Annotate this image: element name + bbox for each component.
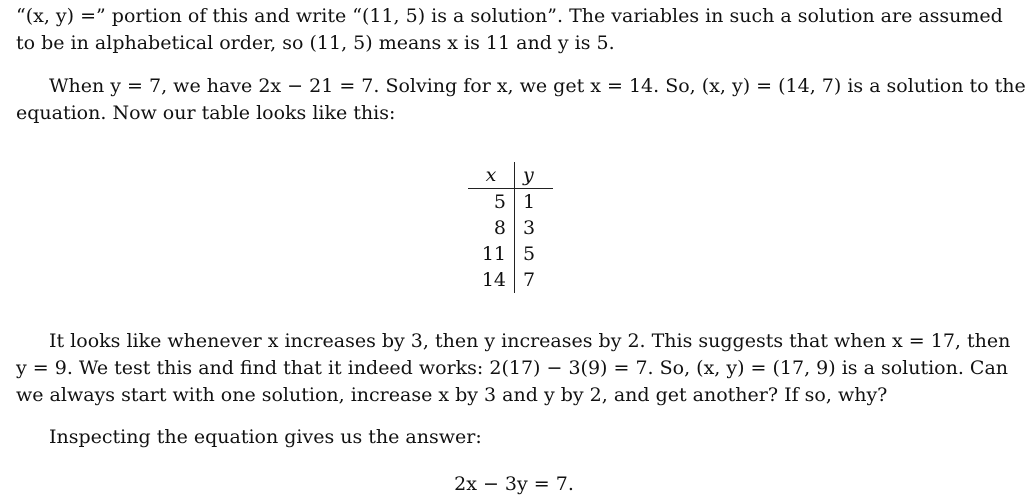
text-line	[16, 424, 1006, 451]
text-line	[16, 328, 1011, 355]
text-line	[16, 73, 1026, 100]
display-equation: 2x − 3y = 7.	[454, 473, 574, 495]
table-row	[468, 215, 553, 241]
table-cell-x: 8	[468, 215, 515, 241]
table-cell-y: 5	[523, 243, 536, 265]
text-line: to be in alphabetical order, so (11, 5) means x is 11 and y is 5.	[16, 32, 615, 54]
table-row	[468, 241, 553, 267]
table-row	[468, 267, 553, 293]
paragraph-inspecting	[16, 424, 1006, 451]
text-line-content: Inspecting the equation gives us the answer:	[49, 426, 482, 448]
table-header-row	[468, 162, 553, 189]
table-cell-y: 7	[523, 269, 536, 291]
column-header-y: y	[515, 162, 554, 189]
table-cell-x: 5	[468, 189, 515, 216]
paragraph-pattern-observation	[16, 328, 1011, 409]
table-cell-y: 3	[523, 217, 536, 239]
table-cell-x: 14	[468, 267, 515, 293]
paragraph-solution-notation	[16, 3, 1006, 57]
table-row	[468, 189, 553, 216]
table-cell-x: 11	[468, 241, 515, 267]
table-cell-y: 1	[523, 191, 536, 213]
text-line-content: When y = 7, we have 2x − 21 = 7. Solving for x, we get x = 14. So, (x, y) = (14, 7) is a solution to the	[49, 75, 1026, 97]
text-line: we always start with one solution, increase x by 3 and y by 2, and get another? If so, why?	[16, 384, 888, 406]
text-line: y = 9. We test this and find that it indeed works: 2(17) − 3(9) = 7. So, (x, y) = (17, 9) is a solution. Can	[16, 357, 1009, 379]
paragraph-y-equals-7	[16, 73, 1026, 127]
text-line: equation. Now our table looks like this:	[16, 102, 396, 124]
text-line: “(x, y) =” portion of this and write “(11, 5) is a solution”. The variables in such a solution are assumed	[16, 5, 1003, 27]
text-line-content: It looks like whenever x increases by 3, then y increases by 2. This suggests that when x = 17, then	[49, 330, 1011, 352]
column-header-x: x	[468, 162, 515, 189]
solution-table	[468, 162, 553, 293]
